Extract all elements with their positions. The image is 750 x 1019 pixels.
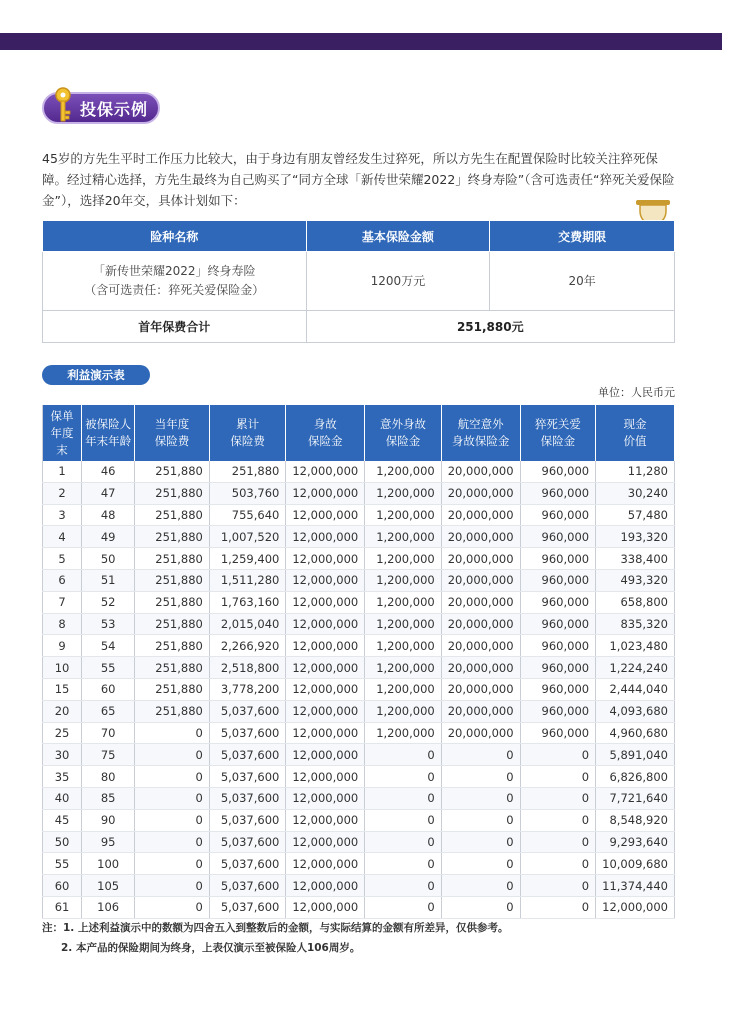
table-cell: 1,200,000	[365, 482, 442, 504]
table-cell: 0	[441, 896, 520, 918]
plan-total-label: 首年保费合计	[43, 311, 307, 343]
table-row	[43, 809, 675, 831]
benefit-header-line: 保险金	[308, 434, 343, 448]
benefit-table	[42, 405, 675, 919]
benefit-header-3	[209, 405, 286, 461]
table-row	[43, 744, 675, 766]
benefit-header-row	[43, 405, 675, 461]
table-row	[43, 700, 675, 722]
table-cell: 960,000	[520, 482, 596, 504]
table-cell: 1,259,400	[209, 548, 286, 570]
benefit-header-line: 累计	[236, 417, 260, 431]
table-cell: 1,200,000	[365, 678, 442, 700]
table-cell: 5,891,040	[596, 744, 675, 766]
table-cell: 20	[43, 700, 82, 722]
table-cell: 12,000,000	[286, 700, 365, 722]
table-cell: 0	[135, 787, 210, 809]
table-row	[43, 678, 675, 700]
table-row	[43, 722, 675, 744]
table-cell: 11,280	[596, 461, 675, 482]
table-cell: 1,224,240	[596, 657, 675, 679]
table-cell: 20,000,000	[441, 678, 520, 700]
table-cell: 960,000	[520, 526, 596, 548]
table-cell: 20,000,000	[441, 613, 520, 635]
table-cell: 0	[135, 809, 210, 831]
table-cell: 0	[135, 766, 210, 788]
plan-amount-cell: 1200万元	[306, 252, 490, 311]
benefit-header-line: 保险金	[540, 434, 576, 448]
table-cell: 755,640	[209, 504, 286, 526]
table-cell: 4,960,680	[596, 722, 675, 744]
table-cell: 3,778,200	[209, 678, 286, 700]
table-cell: 0	[135, 896, 210, 918]
table-cell: 12,000,000	[286, 613, 365, 635]
benefit-header-line: 年度	[50, 425, 74, 440]
table-cell: 5,037,600	[209, 766, 286, 788]
table-cell: 251,880	[135, 635, 210, 657]
table-cell: 251,880	[135, 591, 210, 613]
table-cell: 12,000,000	[286, 591, 365, 613]
table-cell: 503,760	[209, 482, 286, 504]
table-cell: 251,880	[135, 461, 210, 482]
table-cell: 2,444,040	[596, 678, 675, 700]
table-cell: 251,880	[135, 482, 210, 504]
benefit-header-7	[520, 405, 596, 461]
table-cell: 12,000,000	[286, 678, 365, 700]
table-cell: 1,763,160	[209, 591, 286, 613]
table-cell: 90	[82, 809, 135, 831]
table-cell: 48	[82, 504, 135, 526]
benefit-header-line: 猝死关爱	[534, 417, 581, 431]
table-cell: 12,000,000	[286, 548, 365, 570]
table-cell: 0	[441, 787, 520, 809]
table-cell: 5,037,600	[209, 744, 286, 766]
table-cell: 20,000,000	[441, 635, 520, 657]
table-cell: 2,518,800	[209, 657, 286, 679]
table-cell: 75	[82, 744, 135, 766]
plan-total-value: 251,880元	[306, 311, 674, 343]
table-cell: 1,200,000	[365, 657, 442, 679]
table-cell: 0	[520, 875, 596, 897]
table-cell: 0	[441, 766, 520, 788]
table-cell: 658,800	[596, 591, 675, 613]
table-cell: 52	[82, 591, 135, 613]
table-row	[43, 461, 675, 482]
table-cell: 251,880	[135, 657, 210, 679]
table-cell: 960,000	[520, 548, 596, 570]
plan-header-amount: 基本保险金额	[306, 221, 490, 252]
note-1: 注：1. 上述利益演示中的数额为四舍五入到整数后的金额，与实际结算的金额有所差异，仅供参考。	[42, 922, 509, 934]
table-cell: 0	[135, 853, 210, 875]
table-cell: 12,000,000	[286, 461, 365, 482]
table-cell: 100	[82, 853, 135, 875]
benefit-header-line: 航空意外	[457, 417, 504, 431]
benefit-header-line: 意外身故	[379, 417, 426, 431]
benefit-header-line: 现金	[623, 417, 647, 431]
table-cell: 1,200,000	[365, 504, 442, 526]
benefit-header-1	[82, 405, 135, 461]
benefit-header-line: 保单	[50, 408, 74, 423]
table-cell: 960,000	[520, 700, 596, 722]
table-cell: 1,200,000	[365, 591, 442, 613]
table-cell: 2,015,040	[209, 613, 286, 635]
table-cell: 57,480	[596, 504, 675, 526]
table-cell: 0	[365, 896, 442, 918]
table-cell: 5,037,600	[209, 896, 286, 918]
plan-header-row	[43, 221, 675, 252]
table-cell: 1,200,000	[365, 722, 442, 744]
benefit-header-6	[441, 405, 520, 461]
table-cell: 0	[441, 831, 520, 853]
table-cell: 960,000	[520, 722, 596, 744]
table-cell: 0	[135, 744, 210, 766]
table-cell: 251,880	[135, 700, 210, 722]
table-cell: 6	[43, 569, 82, 591]
table-cell: 1,007,520	[209, 526, 286, 548]
table-cell: 193,320	[596, 526, 675, 548]
table-cell: 251,880	[135, 526, 210, 548]
table-cell: 35	[43, 766, 82, 788]
table-row	[43, 526, 675, 548]
plan-product-name: 「新传世荣耀2022」终身寿险	[93, 264, 256, 278]
intro-paragraph: 45岁的方先生平时工作压力比较大，由于身边有朋友曾经发生过猝死，所以方先生在配置保险时比较关注猝死保障。经过精心选择，方先生最终为自己购买了“同方全球「新传世荣耀2022」终身寿险”（含可选责任“猝死关爱保险金”），选择20年交，具体计划如下：	[42, 151, 675, 208]
table-row	[43, 482, 675, 504]
table-cell: 5,037,600	[209, 809, 286, 831]
table-cell: 30	[43, 744, 82, 766]
table-cell: 0	[441, 875, 520, 897]
table-cell: 54	[82, 635, 135, 657]
benefit-header-5	[365, 405, 442, 461]
table-cell: 12,000,000	[286, 896, 365, 918]
table-cell: 12,000,000	[286, 482, 365, 504]
table-row	[43, 591, 675, 613]
table-row	[43, 766, 675, 788]
benefit-header-line: 身故	[313, 417, 337, 431]
table-cell: 95	[82, 831, 135, 853]
benefit-header-line: 价值	[623, 434, 647, 448]
table-cell: 5,037,600	[209, 875, 286, 897]
table-cell: 0	[365, 875, 442, 897]
table-cell: 20,000,000	[441, 591, 520, 613]
table-cell: 251,880	[135, 548, 210, 570]
table-cell: 20,000,000	[441, 461, 520, 482]
table-cell: 251,880	[135, 569, 210, 591]
table-cell: 0	[135, 831, 210, 853]
table-row	[43, 875, 675, 897]
table-cell: 50	[82, 548, 135, 570]
table-row	[43, 853, 675, 875]
plan-product-cell	[43, 252, 307, 311]
table-cell: 5,037,600	[209, 700, 286, 722]
table-cell: 1,200,000	[365, 613, 442, 635]
table-cell: 65	[82, 700, 135, 722]
benefit-header-line: 被保险人	[85, 417, 132, 431]
table-cell: 1	[43, 461, 82, 482]
table-cell: 0	[365, 831, 442, 853]
table-cell: 12,000,000	[286, 853, 365, 875]
plan-header-product: 险种名称	[43, 221, 307, 252]
table-row	[43, 787, 675, 809]
table-cell: 251,880	[209, 461, 286, 482]
table-cell: 53	[82, 613, 135, 635]
table-cell: 106	[82, 896, 135, 918]
table-cell: 51	[82, 569, 135, 591]
table-cell: 46	[82, 461, 135, 482]
table-cell: 0	[520, 766, 596, 788]
table-cell: 61	[43, 896, 82, 918]
top-bar	[0, 33, 722, 50]
table-cell: 0	[365, 766, 442, 788]
table-cell: 47	[82, 482, 135, 504]
table-cell: 1,200,000	[365, 548, 442, 570]
table-cell: 7,721,640	[596, 787, 675, 809]
table-cell: 20,000,000	[441, 569, 520, 591]
table-cell: 49	[82, 526, 135, 548]
table-cell: 60	[82, 678, 135, 700]
plan-header-term: 交费期限	[490, 221, 675, 252]
table-row	[43, 548, 675, 570]
table-cell: 251,880	[135, 613, 210, 635]
table-cell: 10,009,680	[596, 853, 675, 875]
benefit-header-line: 保险金	[385, 434, 421, 448]
table-cell: 835,320	[596, 613, 675, 635]
table-cell: 20,000,000	[441, 526, 520, 548]
table-cell: 20,000,000	[441, 548, 520, 570]
table-cell: 960,000	[520, 591, 596, 613]
benefit-header-2	[135, 405, 210, 461]
benefit-header-line: 当年度	[154, 417, 190, 431]
table-cell: 1,200,000	[365, 461, 442, 482]
table-cell: 7	[43, 591, 82, 613]
plan-product-rider: （含可选责任：猝死关爱保险金）	[84, 283, 265, 297]
table-cell: 960,000	[520, 657, 596, 679]
table-cell: 5,037,600	[209, 831, 286, 853]
table-cell: 12,000,000	[286, 657, 365, 679]
table-cell: 20,000,000	[441, 504, 520, 526]
table-cell: 20,000,000	[441, 700, 520, 722]
table-cell: 12,000,000	[596, 896, 675, 918]
table-row	[43, 504, 675, 526]
benefit-header-line: 末	[56, 442, 68, 457]
table-cell: 251,880	[135, 504, 210, 526]
table-cell: 5,037,600	[209, 787, 286, 809]
table-row	[43, 569, 675, 591]
benefit-header-4	[286, 405, 365, 461]
table-cell: 8	[43, 613, 82, 635]
table-cell: 45	[43, 809, 82, 831]
table-cell: 0	[520, 809, 596, 831]
table-cell: 12,000,000	[286, 875, 365, 897]
table-cell: 0	[520, 896, 596, 918]
table-cell: 0	[520, 853, 596, 875]
section-title: 投保示例	[80, 100, 149, 119]
table-cell: 105	[82, 875, 135, 897]
table-cell: 0	[365, 809, 442, 831]
benefit-header-line: 年末年龄	[85, 434, 132, 448]
table-cell: 960,000	[520, 678, 596, 700]
table-row	[43, 657, 675, 679]
table-cell: 960,000	[520, 613, 596, 635]
table-cell: 10	[43, 657, 82, 679]
table-row	[43, 896, 675, 918]
unit-label: 单位：人民币元	[598, 386, 675, 399]
table-cell: 6,826,800	[596, 766, 675, 788]
table-cell: 12,000,000	[286, 635, 365, 657]
table-cell: 50	[43, 831, 82, 853]
table-cell: 1,200,000	[365, 569, 442, 591]
table-cell: 493,320	[596, 569, 675, 591]
table-cell: 80	[82, 766, 135, 788]
table-cell: 40	[43, 787, 82, 809]
table-cell: 4,093,680	[596, 700, 675, 722]
table-cell: 55	[82, 657, 135, 679]
table-cell: 12,000,000	[286, 722, 365, 744]
table-cell: 0	[520, 744, 596, 766]
table-cell: 5,037,600	[209, 722, 286, 744]
table-cell: 0	[365, 853, 442, 875]
table-cell: 8,548,920	[596, 809, 675, 831]
table-cell: 338,400	[596, 548, 675, 570]
table-cell: 12,000,000	[286, 787, 365, 809]
table-cell: 0	[441, 853, 520, 875]
table-cell: 70	[82, 722, 135, 744]
benefit-header-line: 保险费	[154, 434, 190, 448]
table-cell: 0	[365, 744, 442, 766]
table-cell: 4	[43, 526, 82, 548]
table-cell: 0	[135, 722, 210, 744]
benefit-header-line: 保险费	[230, 434, 265, 448]
table-cell: 0	[441, 809, 520, 831]
table-cell: 85	[82, 787, 135, 809]
plan-table	[42, 220, 675, 343]
table-cell: 0	[441, 744, 520, 766]
table-cell: 3	[43, 504, 82, 526]
plan-total-row	[43, 311, 675, 343]
table-cell: 1,023,480	[596, 635, 675, 657]
table-cell: 12,000,000	[286, 809, 365, 831]
benefit-header-0	[43, 405, 82, 461]
table-cell: 30,240	[596, 482, 675, 504]
benefit-header-line: 身故保险金	[451, 434, 510, 448]
table-cell: 20,000,000	[441, 482, 520, 504]
table-row	[43, 635, 675, 657]
table-cell: 2,266,920	[209, 635, 286, 657]
table-cell: 12,000,000	[286, 744, 365, 766]
table-cell: 0	[365, 787, 442, 809]
plan-term-cell: 20年	[490, 252, 675, 311]
table-cell: 12,000,000	[286, 569, 365, 591]
plan-body-row	[43, 252, 675, 311]
benefit-header-8	[596, 405, 675, 461]
table-cell: 2	[43, 482, 82, 504]
table-row	[43, 831, 675, 853]
table-cell: 12,000,000	[286, 831, 365, 853]
table-cell: 0	[520, 831, 596, 853]
note-2: 2. 本产品的保险期间为终身，上表仅演示至被保险人106周岁。	[61, 942, 361, 954]
table-cell: 9,293,640	[596, 831, 675, 853]
table-cell: 15	[43, 678, 82, 700]
table-cell: 60	[43, 875, 82, 897]
notes	[42, 918, 508, 958]
table-cell: 960,000	[520, 635, 596, 657]
table-cell: 251,880	[135, 678, 210, 700]
table-cell: 9	[43, 635, 82, 657]
table-cell: 20,000,000	[441, 657, 520, 679]
benefit-table-body	[43, 461, 675, 918]
benefit-title-badge: 利益演示表	[42, 365, 150, 385]
table-cell: 0	[135, 875, 210, 897]
table-cell: 25	[43, 722, 82, 744]
table-cell: 12,000,000	[286, 526, 365, 548]
table-cell: 1,200,000	[365, 526, 442, 548]
table-cell: 1,200,000	[365, 635, 442, 657]
table-cell: 960,000	[520, 461, 596, 482]
table-cell: 0	[520, 787, 596, 809]
table-cell: 12,000,000	[286, 766, 365, 788]
table-cell: 20,000,000	[441, 722, 520, 744]
table-cell: 1,511,280	[209, 569, 286, 591]
table-row	[43, 613, 675, 635]
table-cell: 1,200,000	[365, 700, 442, 722]
table-cell: 960,000	[520, 569, 596, 591]
table-cell: 55	[43, 853, 82, 875]
table-cell: 5	[43, 548, 82, 570]
table-cell: 12,000,000	[286, 504, 365, 526]
key-icon	[49, 86, 79, 126]
table-cell: 11,374,440	[596, 875, 675, 897]
table-cell: 960,000	[520, 504, 596, 526]
table-cell: 5,037,600	[209, 853, 286, 875]
